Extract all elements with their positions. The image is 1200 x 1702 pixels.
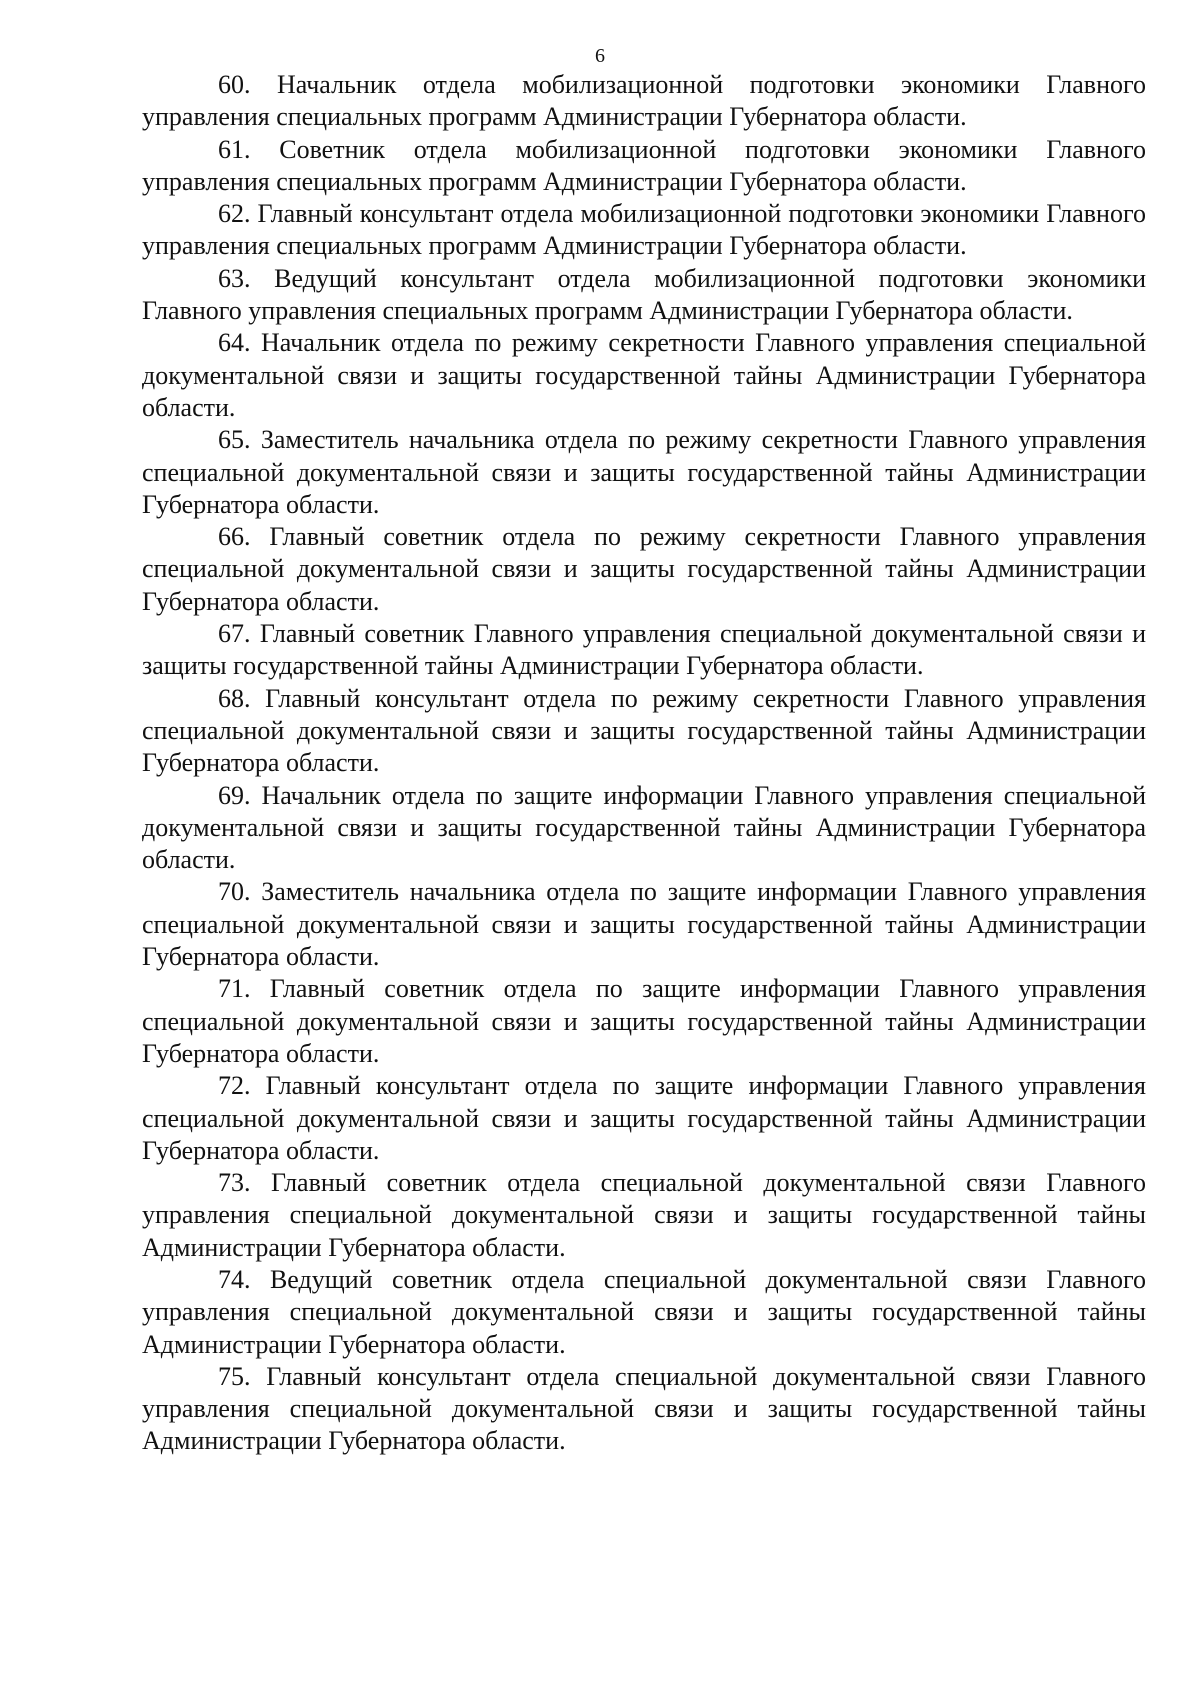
list-item-65: 65. Заместитель начальника отдела по режиму секретности Главного управления специальной документальной связи и защиты государственной тайны Администрации Губернатора области.: [142, 425, 1146, 519]
page-number: 6: [595, 45, 605, 67]
document-body: [142, 69, 1146, 1458]
list-item-62: 62. Главный консультант отдела мобилизационной подготовки экономики Главного управления специальных программ Администрации Губернатора области.: [142, 199, 1146, 261]
list-item-61: 61. Советник отдела мобилизационной подготовки экономики Главного управления специальных программ Администрации Губернатора области.: [142, 134, 1146, 196]
list-item-72: 72. Главный консультант отдела по защите информации Главного управления специальной документальной связи и защиты государственной тайны Администрации Губернатора области.: [142, 1071, 1146, 1165]
list-item-63: 63. Ведущий консультант отдела мобилизационной подготовки экономики Главного управления специальных программ Администрации Губернатора области.: [142, 263, 1146, 326]
list-item-67: 67. Главный советник Главного управления специальной документальной связи и защиты государственной тайны Администрации Губернатора области.: [142, 619, 1146, 681]
list-item-71: 71. Главный советник отдела по защите информации Главного управления специальной документальной связи и защиты государственной тайны Администрации Губернатора области.: [142, 974, 1146, 1068]
list-item-73: 73. Главный советник отдела специальной документальной связи Главного управления специальной документальной связи и защиты государственной тайны Администрации Губернатора области.: [142, 1168, 1146, 1262]
list-item-74: 74. Ведущий советник отдела специальной документальной связи Главного управления специальной документальной связи и защиты государственной тайны Администрации Губернатора области.: [142, 1264, 1146, 1359]
list-item-75: 75. Главный консультант отдела специальной документальной связи Главного управления специальной документальной связи и защиты государственной тайны Администрации Губернатора области.: [142, 1361, 1146, 1456]
list-item-69: 69. Начальник отдела по защите информации Главного управления специальной документальной связи и защиты государственной тайны Администрации Губернатора области.: [142, 780, 1146, 875]
list-item-60: 60. Начальник отдела мобилизационной подготовки экономики Главного управления специальных программ Администрации Губернатора области.: [142, 70, 1146, 132]
list-item-66: 66. Главный советник отдела по режиму секретности Главного управления специальной документальной связи и защиты государственной тайны Администрации Губернатора области.: [142, 522, 1146, 616]
list-item-70: 70. Заместитель начальника отдела по защите информации Главного управления специальной документальной связи и защиты государственной тайны Администрации Губернатора области.: [142, 877, 1146, 972]
list-item-64: 64. Начальник отдела по режиму секретности Главного управления специальной документальной связи и защиты государственной тайны Администрации Губернатора области.: [142, 328, 1146, 422]
list-item-68: 68. Главный консультант отдела по режиму секретности Главного управления специальной документальной связи и защиты государственной тайны Администрации Губернатора области.: [142, 683, 1146, 778]
